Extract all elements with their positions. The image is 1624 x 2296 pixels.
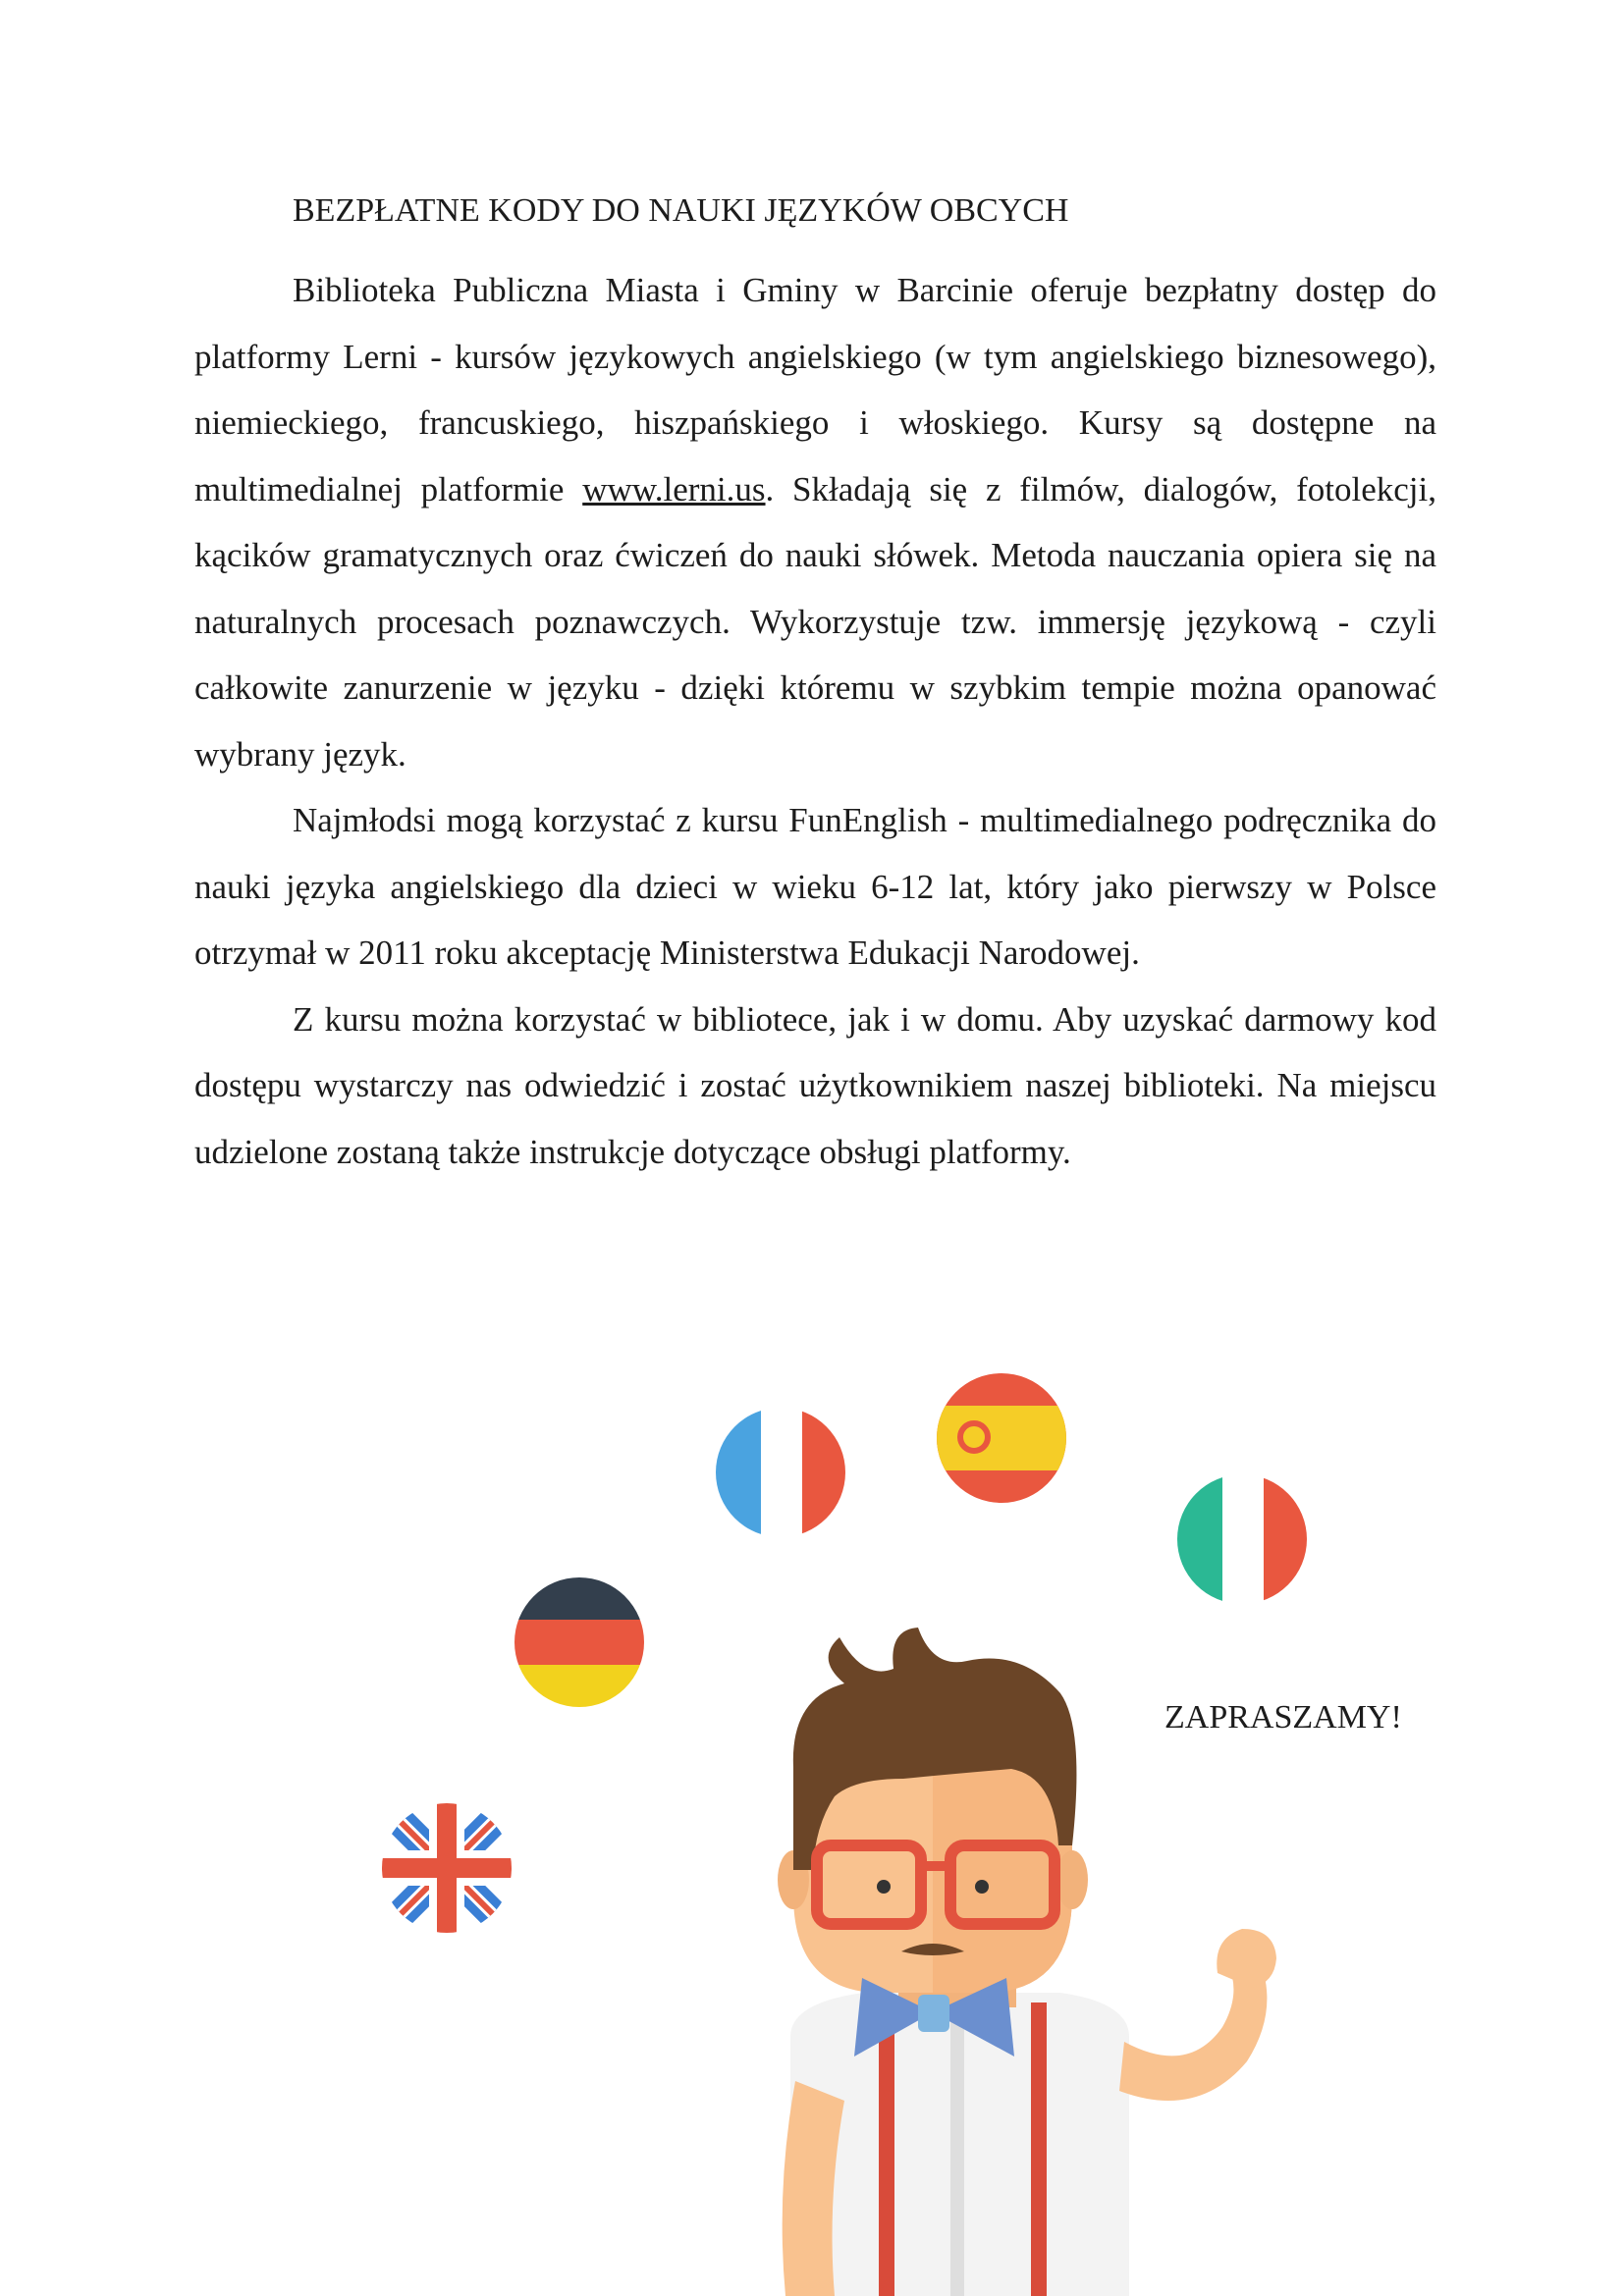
right-eye <box>975 1880 989 1894</box>
right-suspender <box>1031 2002 1047 2296</box>
paragraph-access: Z kursu można korzystać w bibliotece, jak i w domu. Aby uzyskać darmowy kod dostępu wystarczy nas odwiedzić i zostać użytkownikiem naszej biblioteki. Na miejscu udzielone zostaną także instrukcje dotyczące obsługi platformy. <box>194 999 1436 1171</box>
right-hand <box>1217 1929 1276 1988</box>
german-flag-icon <box>511 1571 648 1714</box>
document-body <box>194 257 1436 1185</box>
italian-flag-icon <box>1173 1470 1313 1608</box>
paragraph-text: Biblioteka Publiczna Miasta i Gminy w Barcinie oferuje bezpłatny dostęp do platformy Lerni - kursów językowych angielskiego (w tym angielskiego biznesowego), niemieckiego, francuskiego, hiszpańskiego i włoskiego. Kursy są dostępne na multimedialnej platformie <box>194 271 1436 508</box>
lerni-link[interactable]: www.lerni.us <box>582 469 766 508</box>
spanish-flag-icon <box>933 1369 1070 1507</box>
document-title: BEZPŁATNE KODY DO NAUKI JĘZYKÓW OBCYCH <box>293 192 1069 229</box>
language-juggler-illustration <box>353 1355 1316 2296</box>
paragraph-lerni-intro <box>194 257 1436 787</box>
teacher-character <box>778 1628 1276 2296</box>
invitation-text: ZAPRASZAMY! <box>1164 1699 1402 1735</box>
uk-flag-icon <box>373 1796 520 1944</box>
right-ear <box>1056 1850 1088 1909</box>
left-suspender <box>879 2002 894 2296</box>
paragraph-text: . Składają się z filmów, dialogów, fotolekcji, kącików gramatycznych oraz ćwiczeń do nauki słówek. Metoda nauczania opiera się na naturalnych procesach poznawczych. Wykorzystuje tzw. immersję językową - czyli całkowite zanurzenie w języku - dzięki któremu w szybkim tempie można opanować wybrany język. <box>194 469 1436 774</box>
left-eye <box>877 1880 891 1894</box>
paragraph-funenglish: Najmłodsi mogą korzystać z kursu FunEnglish - multimedialnego podręcznika do nauki języka angielskiego dla dzieci w wieku 6-12 lat, który jako pierwszy w Polsce otrzymał w 2011 roku akceptację Ministerstwa Edukacji Narodowej. <box>194 801 1436 972</box>
french-flag-icon <box>712 1404 851 1541</box>
